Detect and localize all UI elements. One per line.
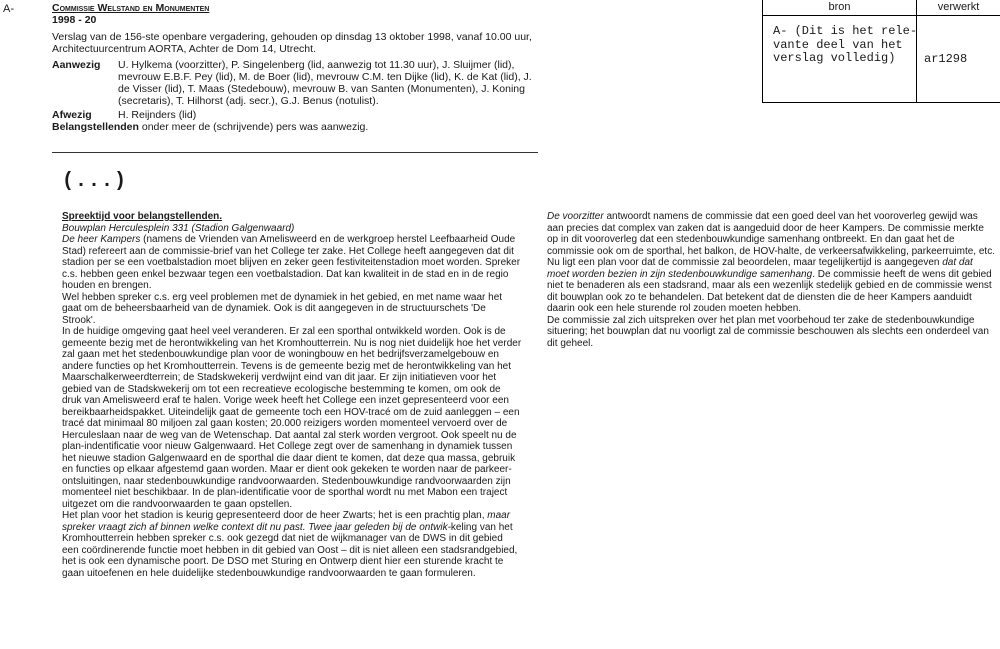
document-number: 1998 - 20 [52,14,97,26]
section-subtitle: Bouwplan Herculesplein 331 (Stadion Galgenwaard) [62,222,295,234]
paragraph-text: Het plan voor het stadion is keurig gepresenteerd door de heer Zwarts; het is een prachtig plan, [62,510,488,521]
paragraph-text: (namens de Vrienden van Amelisweerd en de werkgroep herstel Leefbaarheid Oude Stad) refereert aan de commissie-brief van het College ter zake. Het College heeft aangegeven dat dit stadion per se een voetbalstadion moet blijven en zeker geen festiviteitenstadion moet worden. Spreker c.s. hebben geen enkel bezwaar tegen een voetbalstadion. Dat kan kwaliteit in de stad en in de regio houden en brengen. [62,234,521,291]
paragraph-text: . De commissie heeft de wens dit gebied niet te benaderen als een stadsrand, maar als een wezenlijk stedelijk gebied en de commissie wenst dit bouwplan ook zo te behandelen. Dat betekent dat de diensten die de heer Kampers aanduidt daarin ook een hele sturende rol zouden moeten hebben. [547,268,992,314]
attendees-label: Aanwezig [52,59,101,71]
organization-name: Commissie Welstand en Monumenten [52,2,210,14]
paragraph [547,211,997,315]
source-table [762,0,1000,103]
absent-text: H. Reijnders (lid) [118,109,197,121]
paragraph-text: antwoordt namens de commissie dat een goed deel van het vooroverleg gewijd was aan precies dat complex van zaken dat is aangeduid door de heer Kampers. De commissie merkte op in dit vooroverleg dat een stedenbouwkundige samenhang ontbreekt. En dan gaat het de commissie ook om de sporthal, het balkon, de HOV-halte, de verkeersafwikkeling, parkeerruimte, etc. Nu ligt een plan voor dat de commissie zal beoordelen, maar tegelijkertijd is aangegeven [547,211,995,268]
processed-column-header: verwerkt [916,0,1000,16]
absent-row [52,109,542,121]
omission-marker: (...) [62,170,128,193]
source-column-header: bron [762,0,916,16]
paragraph: Wel hebben spreker c.s. erg veel problemen met de dynamiek in het gebied, en met name waar het gaat om de beheersbaarheid van de dynamiek. Ook is dit aangegeven in de structuurschets 'De Strook'. [62,291,503,326]
speaker-name: De heer Kampers [62,234,141,245]
meeting-intro: Verslag van de 156-ste openbare vergadering, gehouden op dinsdag 13 oktober 1998, vanaf 10.00 uur, Architectuurcentrum AORTA, Achter de Dom 14, Utrecht. [52,31,532,55]
interested-label: Belangstellenden [52,121,139,133]
paragraph [62,234,522,292]
page-marker: A- [3,3,14,15]
paragraph-text-italic: maar spreker vraagt zich af binnen welke context dit nu past. Twee jaar geleden bij de ontwik- [62,510,511,533]
absent-label: Afwezig [52,109,92,121]
document-header [52,2,542,133]
right-column [547,211,997,349]
paragraph: In de huidige omgeving gaat heel veel veranderen. Er zal een sporthal ontwikkeld worden. Ook is de gemeente bezig met de herontwikkeling van het Kromhoutterrein. Nu is nog niet duidelijk hoe het verder zal gaan met het stedenbouwkundige plan voor de woningbouw en het bedrijfsverzamelgebouw en andere functies op het Kromhoutterrein. Tevens is de gemeente bezig met de herontwikkeling van het Maarschalkerweerdterrein; de Stadskwekerij verdwijnt eind van dit jaar. Er zijn initiatieven voor het gebied van de Stadskwekerij om tot een recreatieve ecologische bestemming te komen, om ook de druk van Amelisweerd eraf te halen. Vorige week heeft het College een inzet gepresenteerd voor een bereikbaarheidspakket. Uiteindelijk gaat de gemeente toch een HOV-tracé om de zuid aanleggen – een tracé dat minimaal 80 miljoen zal gaan kosten; 20.000 reizigers worden momenteel vervoerd over de Herculeslaan naar de weg van de Wetenschap. Dat aantal zal sterk worden vergroot. Ook speelt nu de plan-indentificatie voor nieuw Galgenwaard. Het College zegt over de samenhang in dynamiek tussen het nieuwe stadion Galgenwaard en de sporthal die daar dient te komen, dat deze qua massa, gebruik en functies op elkaar afgestemd gaan worden. Maar er dient ook gekeken te worden naar de parkeer-ontsluitingen, naar stedenbouwkundige randvoorwaarden. Stedenbouwkundige randvoorwaarden zijn momenteel niet beschikbaar. In de plan-identificatie voor de sporthal wordt nu met Mabon een traject uitgezet om die randvoorwaarden te gaan opstellen. [62,326,522,510]
left-column [62,211,522,579]
paragraph [62,510,522,579]
section-title: Spreektijd voor belangstellenden. [62,211,223,222]
attendees-row [52,59,542,107]
paragraph-text-italic: dat dat moet worden bezien in zijn stedenbouwkundige samenhang [547,257,973,280]
paragraph: De commissie zal zich uitspreken over het plan met voorbehoud ter zake de stedenbouwkundige situering; het bouwplan dat nu voorligt zal de commissie beschouwen als slechts een onderdeel van dit geheel. [547,314,989,349]
interested-row [52,121,542,133]
header-divider [52,152,538,153]
processed-cell: ar1298 [916,16,1000,103]
paragraph-text: keling van het Kromhoutterrein hebben spreker c.s. ook gezegd dat niet de wijkmanager van de DWS in dit gebied een coördinerende functie moet hebben in dit gebied van Oost – dit is niet alleen een stadsrandgebied, het is ook een dynamische poort. De DSO met Sturing en Ontwerp dient hier een sturende kracht te gaan uitoefenen en hele duidelijke stedenbouwkundige randvoorwaarden te gaan formuleren. [62,521,518,579]
interested-text: onder meer de (schrijvende) pers was aanwezig. [141,121,369,133]
speaker-name: De voorzitter [547,211,604,222]
source-cell: A- (Dit is het rele- vante deel van het verslag volledig) [762,16,916,103]
attendees-text: U. Hylkema (voorzitter), P. Singelenberg (lid, aanwezig tot 11.30 uur), J. Sluijmer (lid), mevrouw E.B.F. Pey (lid), M. de Boer (lid), mevrouw C.M. ten Dijke (lid), K. de Kat (lid), J. de Visser (lid), T. Maas (Stedebouw), mevrouw B. van Santen (Monumenten), J. Koning (secretaris), T. Hilhorst (adj. secr.), G.J. Benus (notulist). [118,59,532,107]
